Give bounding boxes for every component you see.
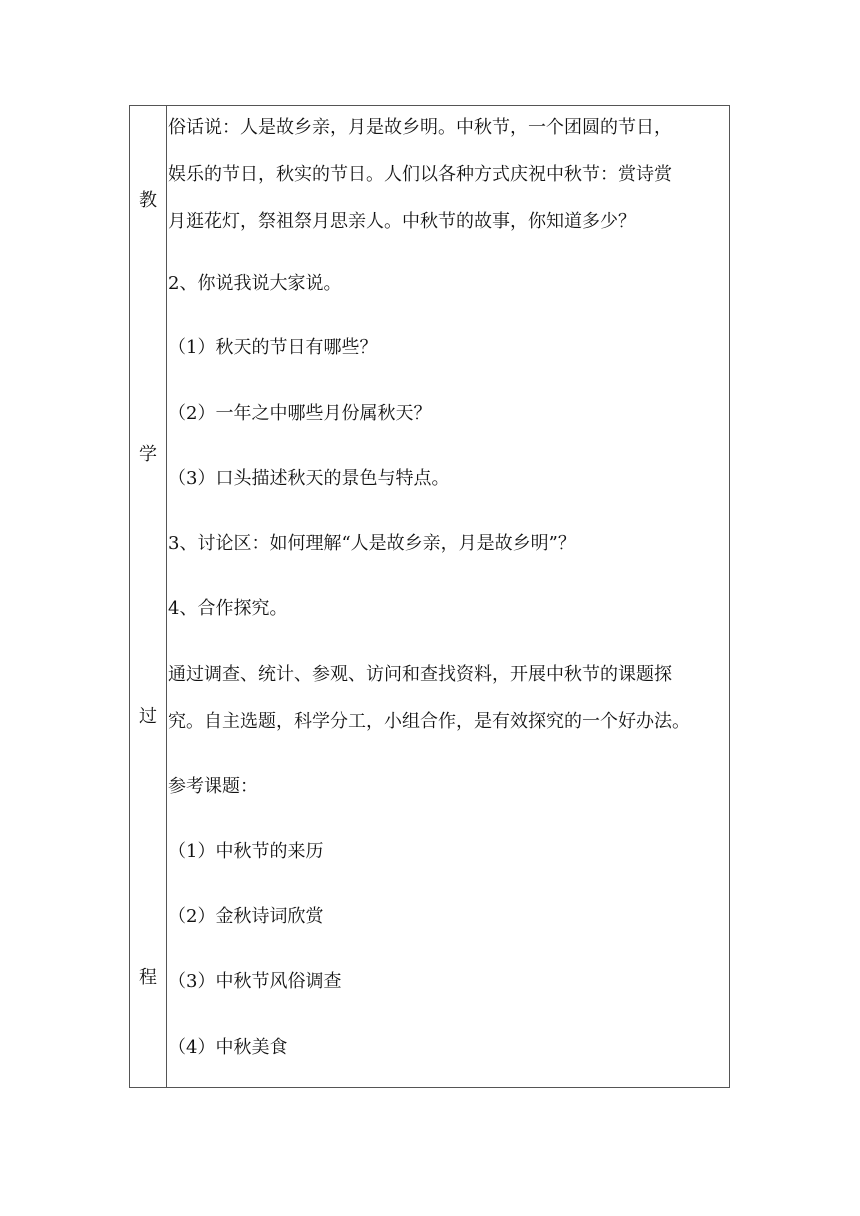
column-divider [166, 106, 167, 1087]
intro-line-1: 俗话说：人是故乡亲，月是故乡明。中秋节，一个团圆的节日， [168, 117, 672, 138]
step-2-item-2: （2）一年之中哪些月份属秋天？ [168, 403, 432, 424]
topic-item-4: （4）中秋美食 [168, 1037, 288, 1058]
process-label-char-4: 程 [139, 967, 157, 988]
intro-line-2: 娱乐的节日，秋实的节日。人们以各种方式庆祝中秋节：赏诗赏 [168, 164, 672, 185]
topic-item-2: （2）金秋诗词欣赏 [168, 906, 324, 927]
intro-line-3: 月逛花灯，祭祖祭月思亲人。中秋节的故事，你知道多少？ [168, 211, 636, 232]
process-label-char-2: 学 [139, 444, 157, 465]
step-2-item-3: （3）口头描述秋天的景色与特点。 [168, 468, 450, 489]
step-4-line-2: 究。自主选题，科学分工，小组合作，是有效探究的一个好办法。 [168, 711, 690, 732]
topics-heading: 参考课题： [168, 776, 258, 797]
topic-item-1: （1）中秋节的来历 [168, 841, 324, 862]
step-3-heading: 3、讨论区：如何理解“人是故乡亲，月是故乡明”？ [168, 533, 576, 554]
step-2-heading: 2、你说我说大家说。 [168, 273, 342, 294]
step-4-heading: 4、合作探究。 [168, 598, 288, 619]
topic-item-3: （3）中秋节风俗调查 [168, 971, 342, 992]
process-label-char-3: 过 [139, 706, 157, 727]
lesson-table [129, 105, 730, 1088]
step-4-line-1: 通过调查、统计、参观、访问和查找资料，开展中秋节的课题探 [168, 664, 672, 685]
step-2-item-1: （1）秋天的节日有哪些？ [168, 337, 378, 358]
process-label-char-1: 教 [139, 190, 157, 211]
